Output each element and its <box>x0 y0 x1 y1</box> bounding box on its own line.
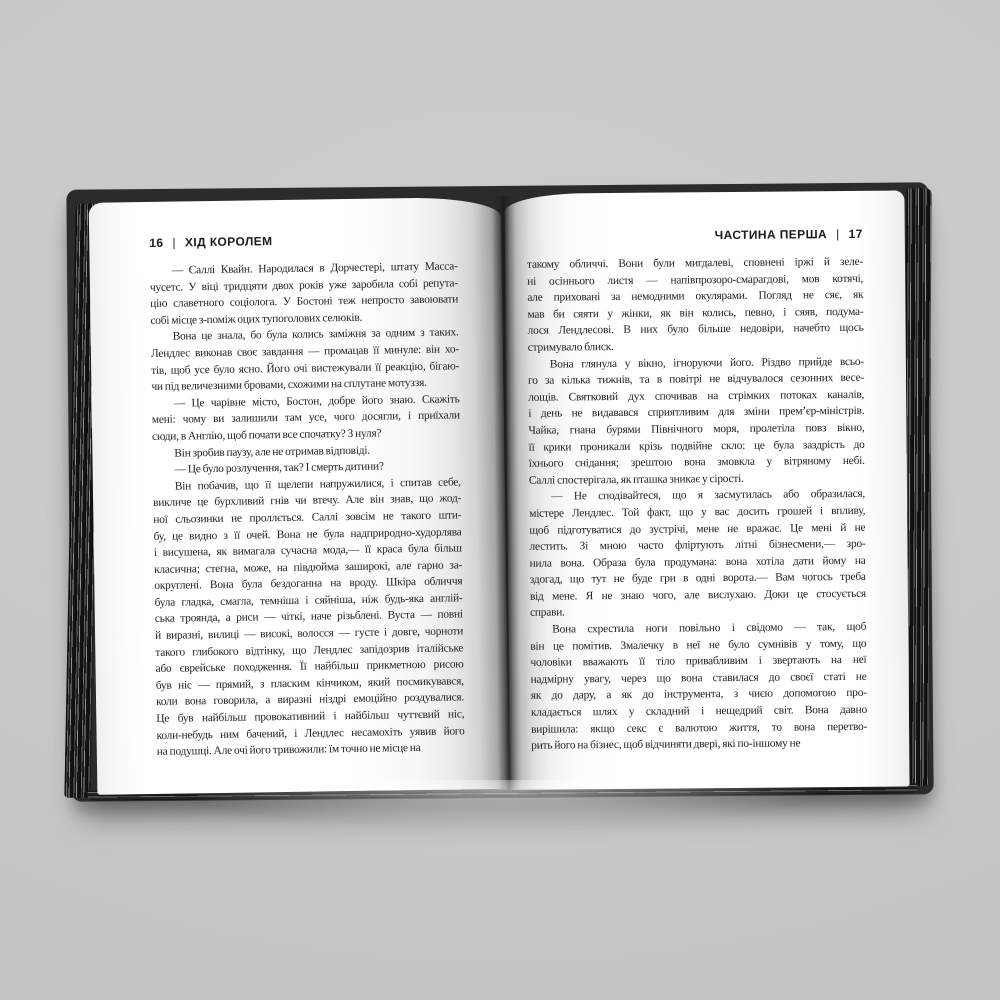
paragraph <box>530 619 867 755</box>
text-line: сюди, в Англію, щоб почати все спочатку? З нуля? <box>152 427 382 443</box>
text-line: Вона це знала, бо була колись заміжня за одним з таких. <box>172 326 459 343</box>
text-line: го за кілька тижнів, та в повітрі не відчувалося сезонних весе- <box>527 371 865 387</box>
text-line: був ніс — прямий, з пласким кінчиком, який посмикувався, <box>155 675 464 692</box>
paragraph <box>527 254 864 356</box>
text-line: містере Лендлес. Той факт, що у вас досить грошей і впливу, <box>529 504 866 520</box>
text-line: на подушці. Але очі його тривожили: їм точно не місце на <box>156 742 421 759</box>
text-line: рить його на бізнес, щоб відчиняти двері, які по-іншому не <box>531 737 801 752</box>
text-line: мені: чому ви залишили там усе, чого досягли, і приїхали <box>151 409 460 427</box>
text-line: — Саллі Квайн. Народилася в Дорчестері, штату Масса- <box>171 260 458 277</box>
text-line: коли вона говорила, а виразні ніздрі емоційно роздувалися. <box>155 691 465 709</box>
left-page-number: 16 <box>149 235 164 250</box>
text-line: лощів. Святковий дух спочивав на стрімких потоках каналів, <box>528 388 865 404</box>
text-line: ної сльозинки не проллється. Саллі зовсім не такого шти- <box>153 509 462 526</box>
text-line: вирішила: якщо секс є валютою життя, то вона перетво- <box>531 720 868 736</box>
right-page-header <box>527 227 863 246</box>
text-line: Лендлес виконав своє завдання — промацав її минуле: він хо- <box>150 343 459 360</box>
text-line: Він побачив, що її щелепи напружилися, і спитав себе, <box>174 476 461 493</box>
text-line: округлені. Вона була бездоганна на вроду. Шкіра обличчя <box>154 575 463 593</box>
text-line: класична; стегна, може, на півдюйма заширокі, але гарно за- <box>154 559 463 576</box>
text-line: цію славетного соціолога. У Бостоні теж непросто завоювати <box>150 293 459 311</box>
text-line: лося Лендлесові. В них було більше недовіри, начебто щось <box>527 322 864 338</box>
text-line: Вона схрестила ноги повільно і свідомо — так, щоб <box>552 620 867 636</box>
right-page-content <box>527 227 868 755</box>
right-page-text <box>527 254 867 755</box>
text-line: він це помітив. Змалечку в неї не було сумнівів у тому, що <box>530 637 867 653</box>
text-line: бу, це видно з її очей. Вона не була надприродно-худорлява <box>153 525 462 543</box>
left-page <box>89 197 510 795</box>
paragraph <box>153 474 465 761</box>
text-line: лестить. Зі мною часто фліртують літні бізнесмени,— зро- <box>529 537 866 553</box>
text-line: щоб підготуватися до зустрічі, мене не вражає. Це мені й не <box>529 521 866 537</box>
text-line: і висушена, як вимагала сучасна мода,— її краса була більш <box>153 542 462 560</box>
text-line: мав би сяяти у жінки, як він колись, певно, і сяяв, подума- <box>527 305 864 321</box>
text-line: викличе це бурхливий гнів чи втечу. Але він знав, що жод- <box>153 492 462 510</box>
text-line: Він зробив паузу, але не отримав відповіді. <box>174 444 370 460</box>
paragraph <box>150 258 459 329</box>
right-page-number: 17 <box>848 226 863 241</box>
text-line: Вона глянула у вікно, ігноруючи його. Різдво прийде всьо- <box>549 355 864 371</box>
text-line: такого глибокого відтінку, що Лендлес запідозрив італійське <box>155 641 464 659</box>
text-line: її крики проникали крізь подвійне скло: це була заздрість до <box>528 438 865 454</box>
left-page-content <box>149 231 465 760</box>
text-line: їхнього снідання; зрештою вона змовкла у вітряному небі. <box>528 454 865 470</box>
text-line: нила вона. Образа була продумана: вона хотіла дати йому на <box>529 554 866 570</box>
text-line: — Це чарівне місто, Бостон, добре його знаю. Скажіть <box>173 393 460 410</box>
text-line: такому обличчі. Вони були мигдалеві, сповнені іржі й зеле- <box>526 255 864 271</box>
text-line: як до дару, а як до інструмента, з чиєю допомогою про- <box>530 687 867 703</box>
text-line: була гладка, смагла, темніша і сяйніша, ніж будь-яка англій- <box>154 592 463 609</box>
text-line: й виразні, вилиці — високі, волосся — густе і довге, чорноти <box>155 625 464 642</box>
text-line: стримувало блиск. <box>527 340 614 354</box>
text-line: чоловіки вважають її тіло привабливим і звертають на неї <box>530 654 867 669</box>
header-separator: | <box>172 235 177 250</box>
text-line: — Це було розлучення, так? І смерть дитини? <box>174 460 384 476</box>
left-page-header <box>149 231 457 252</box>
header-separator: | <box>836 227 840 242</box>
section-title: ЧАСТИНА ПЕРША <box>714 227 828 243</box>
text-line: коли-небудь ним бачений, і Лендлес несамохіть уявив його <box>156 724 465 742</box>
text-line: чи під величезними бровами, схожими на сплутане мотуззя. <box>151 377 427 394</box>
text-line: і день не видавався сприятливим для зміни прем’єр-міністрів. <box>528 405 865 421</box>
text-line: від мене. Я не знаю чого, але вислухаю. Доки це стосується <box>529 587 866 603</box>
text-line: Саллі спостерігала, як пташка зникає у сірості. <box>528 472 744 487</box>
paragraph <box>151 325 460 396</box>
text-line: справи. <box>530 606 565 620</box>
text-line: або єврейське походження. Її найбільш прикметною рисою <box>155 658 464 676</box>
right-page <box>504 190 909 789</box>
text-line: кладається шлях у складний і нещедрий світ. Вона давно <box>530 703 867 719</box>
text-line: тів, щоб усе було ясно. Його очі вистежували її реакцію, бігаю- <box>151 359 460 377</box>
book-title: ХІД КОРОЛЕМ <box>184 234 273 250</box>
text-line: Це був найбільш провокативний і найбільш чуттєвий ніс, <box>156 708 465 725</box>
left-page-text <box>150 258 465 760</box>
text-line: Чайка, гнана бурями Північного моря, пролетіла повз вікно, <box>528 421 865 437</box>
text-line: здогад, що тут не буде гри в одні ворота.— Вам чогось треба <box>529 571 866 587</box>
text-line: ська троянда, а риси — чіткі, наче різьблені. Вуста — повні <box>154 608 463 626</box>
text-line: але приховані за немодними окулярами. Погляд не сяє, як <box>527 289 864 304</box>
paragraph <box>529 486 866 622</box>
text-line: надмірну увагу, через що вона ставилася до своєї статі не <box>530 670 867 686</box>
text-line: — Не сподівайтеся, що я засмутилась або образилася, <box>550 488 866 503</box>
paragraph <box>152 391 461 445</box>
text-line: собі місце з-поміж оцих тупоголових селюків. <box>150 311 363 327</box>
open-book <box>66 182 933 801</box>
paragraph <box>528 353 865 489</box>
text-line: ні осіннього листя — напівпрозоро-смарагдові, мов котячі, <box>527 272 864 288</box>
text-line: чусетс. У віці тридцяти двох років уже заробила собі репута- <box>149 276 458 294</box>
